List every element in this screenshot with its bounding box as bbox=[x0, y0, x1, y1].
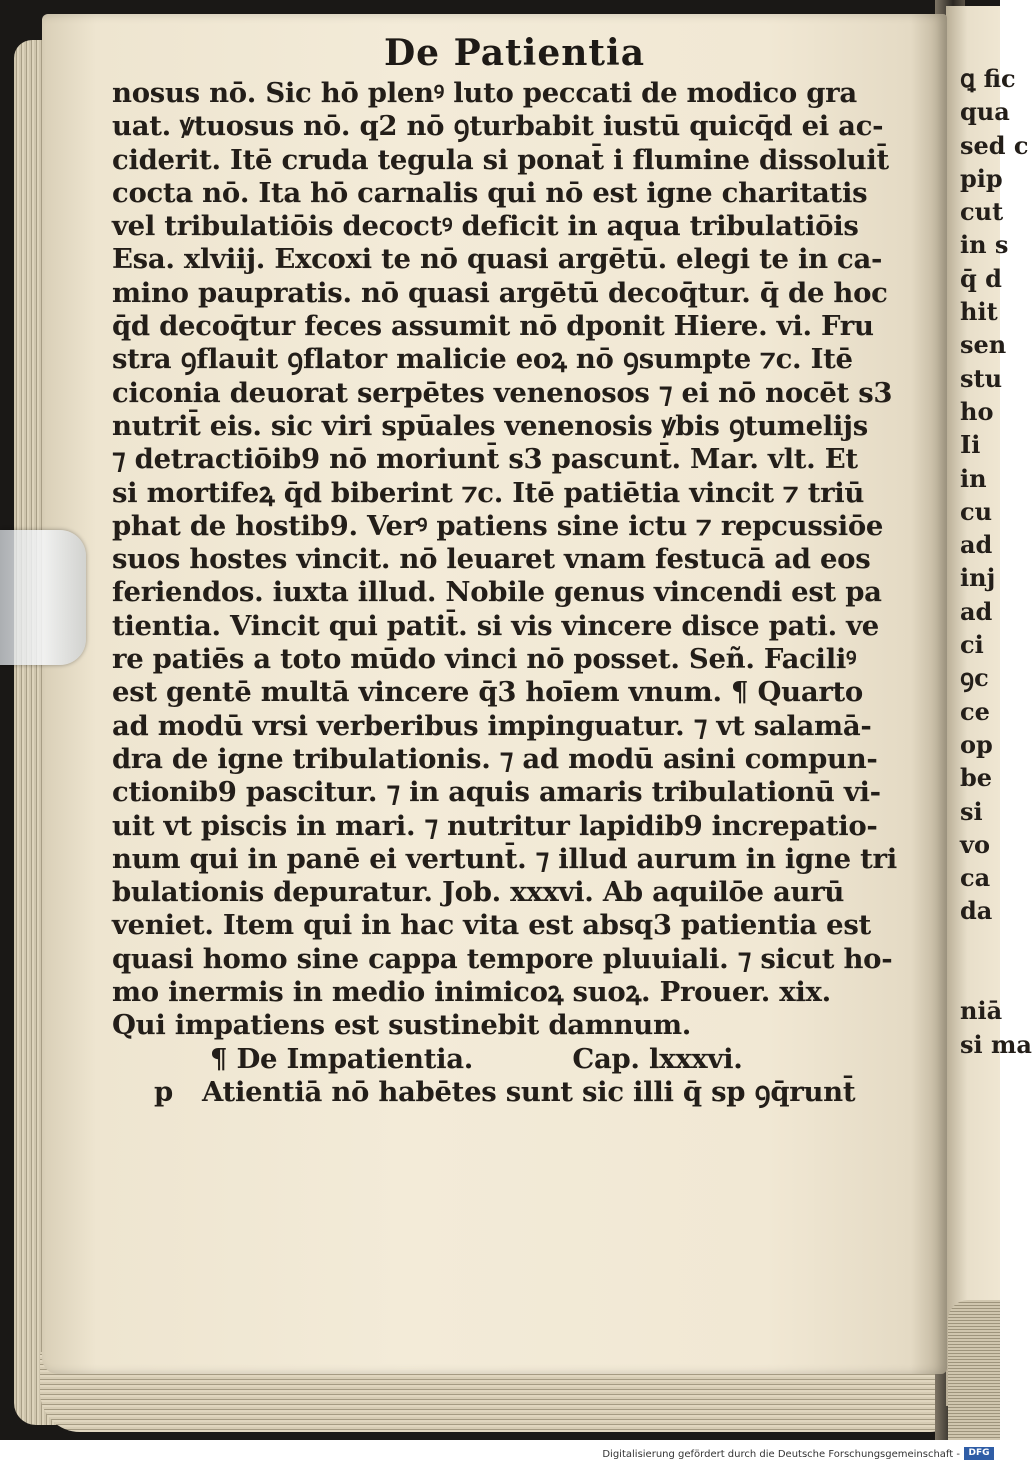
facing-page-line: ad bbox=[960, 530, 993, 560]
facing-page-line: sen bbox=[960, 330, 1007, 360]
facing-page-line: sed c bbox=[960, 130, 1029, 160]
chapter-heading bbox=[112, 1043, 912, 1076]
dfg-logo: DFG bbox=[964, 1447, 994, 1460]
text-line: ⁊ detractiōib9 nō moriunt̄ s3 pascunt̄. Mar. vlt. Et bbox=[112, 443, 858, 476]
facing-page-line: qua bbox=[960, 97, 1010, 127]
text-line: dra de igne tribulationis. ⁊ ad modū asini compun- bbox=[112, 742, 878, 775]
text-line: phat de hostib9. Verꝰ patiens sine ictu ⁊ repcussiōe bbox=[112, 509, 884, 542]
text-line: cocta nō. Ita hō carnalis qui nō est igne charitatis bbox=[112, 176, 868, 209]
text-line: quasi homo sine cappa tempore pluuiali. ⁊ sicut ho- bbox=[112, 942, 893, 975]
facing-page-edge bbox=[948, 1300, 1000, 1440]
text-line: suos hostes vincit. nō leuaret vnam festucā ad eos bbox=[112, 543, 871, 576]
facing-page-line: hit bbox=[960, 297, 998, 327]
chapter-first-line bbox=[112, 1076, 912, 1109]
text-line: Esa. xlviij. Excoxi te nō quasi argētū. elegi te in ca- bbox=[112, 243, 883, 276]
text-line: vel tribulatiōis decoctꝰ deficit in aqua tribulatiōis bbox=[112, 210, 859, 243]
body-text bbox=[112, 77, 912, 1109]
text-line: mo inermis in medio inimicoꝝ suoꝝ. Prouer. xix. bbox=[112, 976, 831, 1009]
text-line: si mortifeꝝ q̄d biberint ⁊c. Itē patiētia vincit ⁊ triū bbox=[112, 476, 865, 509]
facing-page-line: be bbox=[960, 763, 993, 793]
footer bbox=[0, 1440, 1000, 1467]
facing-page-line: ꝗ fic bbox=[960, 64, 1016, 93]
text-line: nosus nō. Sic hō plenꝰ luto peccati de modico gra bbox=[112, 77, 857, 109]
facing-page-line bbox=[960, 928, 1000, 961]
facing-page-line: cut bbox=[960, 197, 1004, 227]
facing-page-line: Ii bbox=[960, 430, 981, 460]
text-line: ciderit. Itē cruda tegula si ponat̄ i flumine dissoluit̄ bbox=[112, 143, 889, 176]
facing-page-line: ꝯc bbox=[960, 663, 989, 693]
page-clip bbox=[0, 530, 86, 665]
text-line: bulationis depuratur. Job. xxxvi. Ab aquilōe aurū bbox=[112, 876, 845, 909]
text-line: est gentē multā vincere q̄3 hoīem vnum. ¶ Quarto bbox=[112, 676, 863, 709]
text-line: tientia. Vincit qui patit̄. si vis vincere disce pati. ve bbox=[112, 609, 880, 642]
text-line: uit vt piscis in mari. ⁊ nutritur lapidib9 increpatio- bbox=[112, 809, 878, 842]
facing-page-line: vo bbox=[960, 829, 990, 859]
facing-page-line: stu bbox=[960, 363, 1003, 393]
facing-page-line: si bbox=[960, 796, 983, 826]
facing-page-line: op bbox=[960, 729, 993, 759]
facing-page-line: inj bbox=[960, 563, 996, 593]
chapter-title: ¶ De Impatientia. bbox=[210, 1042, 474, 1075]
facing-page-line: in bbox=[960, 463, 987, 493]
facing-page-line: ad bbox=[960, 596, 993, 626]
running-header: De Patientia bbox=[383, 32, 646, 74]
text-line: ciconia deuorat serpētes venenosos ⁊ ei nō nocēt s3 bbox=[112, 376, 893, 409]
facing-page-line: q̄ d bbox=[960, 263, 1002, 293]
text-line: feriendos. iuxta illud. Nobile genus vincendi est pa bbox=[112, 576, 882, 609]
facing-page-line: cu bbox=[960, 496, 993, 526]
text-line: re patiēs a toto mūdo vinci nō posset. Señ. Faciliꝰ bbox=[112, 643, 857, 676]
text-line: mino paupratis. nō quasi argētū decoq̄tur. q̄ de hoc bbox=[112, 276, 888, 309]
text-line: Qui impatiens est sustinebit damnum. bbox=[112, 1009, 692, 1042]
facing-page-line: da bbox=[960, 896, 993, 926]
facing-page-line: si ma bbox=[960, 1029, 1032, 1059]
text-line: ad modū vrsi verberibus impinguatur. ⁊ vt salamā- bbox=[112, 709, 872, 742]
facing-page-line: ca bbox=[960, 863, 991, 893]
facing-page-line: ce bbox=[960, 696, 990, 726]
facing-page-line: niā bbox=[960, 996, 1003, 1026]
text-line: nutrit̄ eis. sic viri spūales venenosis ꝟbis ꝯtumelijs bbox=[112, 409, 868, 442]
chapter-number: Cap. lxxxvi. bbox=[572, 1042, 743, 1075]
text-line: stra ꝯflauit ꝯflator malicie eoꝝ nō ꝯsumpte ⁊c. Itē bbox=[112, 343, 853, 376]
facing-page-text bbox=[960, 62, 1032, 1061]
facing-page-line: ho bbox=[960, 396, 994, 426]
funding-credit: Digitalisierung gefördert durch die Deutsche Forschungsgemeinschaft - bbox=[602, 1449, 960, 1460]
guide-letter: p bbox=[154, 1075, 173, 1108]
text-line: ctionib9 pascitur. ⁊ in aquis amaris tribulationū vi- bbox=[112, 776, 881, 809]
text-line: veniet. Item qui in hac vita est absq3 patientia est bbox=[112, 909, 871, 942]
text-line: num qui in panē ei vertunt̄. ⁊ illud aurum in igne tri bbox=[112, 842, 897, 875]
text-line: q̄d decoq̄tur feces assumit nō dponit Hiere. vi. Fru bbox=[112, 310, 874, 343]
facing-page-line: pip bbox=[960, 163, 1003, 193]
facing-page-line: in s bbox=[960, 230, 1009, 260]
text-line: uat. ꝟtuosus nō. q2 nō ꝯturbabit iustū quicq̄d ei ac- bbox=[112, 110, 884, 143]
chapter-first-line-text: Atientiā nō habētes sunt sic illi q̄ sp ꝯq̄runt̄ bbox=[202, 1075, 856, 1108]
facing-page-line bbox=[960, 961, 1000, 994]
facing-page-line: ci bbox=[960, 630, 984, 660]
